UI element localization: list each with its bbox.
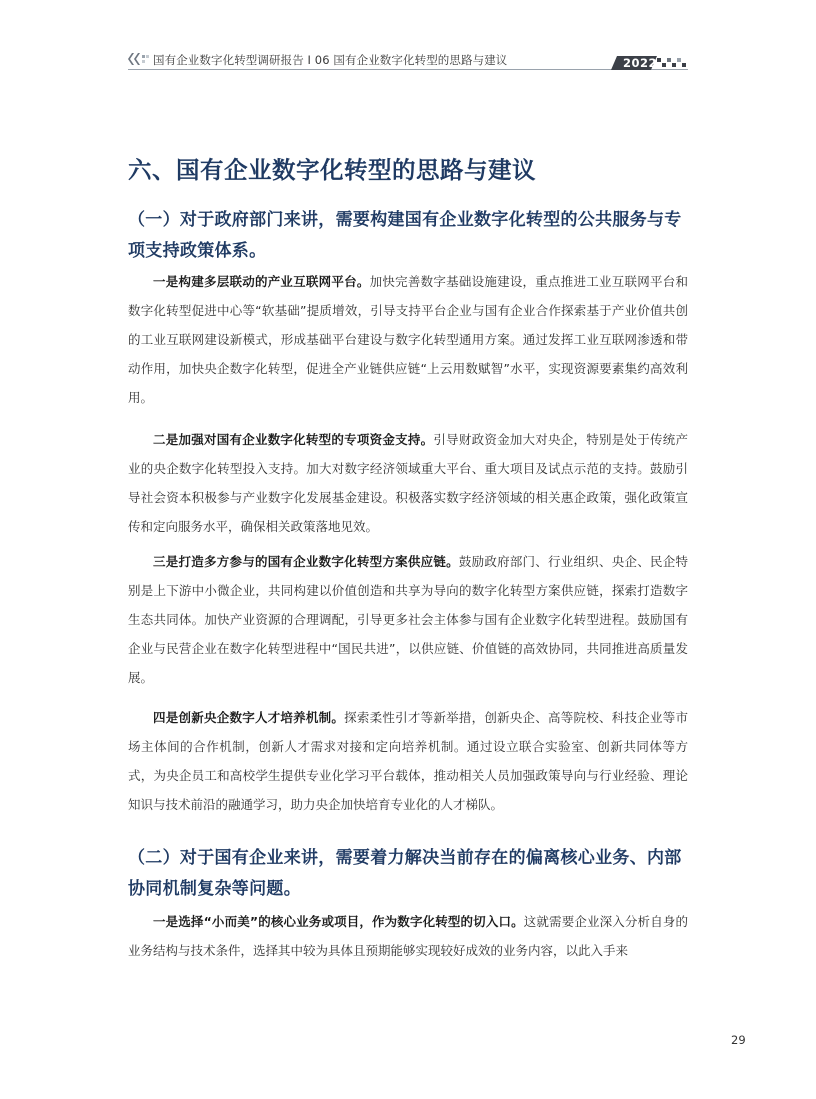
paragraph-lead: 四是创新央企数字人才培养机制。 — [153, 710, 345, 725]
paragraph-5 — [128, 907, 688, 965]
page-number: 29 — [731, 1033, 746, 1047]
paragraph-1 — [128, 267, 688, 412]
paragraph-text: 加快完善数字基础设施建设，重点推进工业互联网平台和数字化转型促进中心等“软基础”提质增效，引导支持平台企业与国有企业合作探索基于产业价值共创的工业互联网建设新模式，形成基础平台建设与数字化转型通用方案。通过发挥工业互联网渗透和带动作用，加快央企数字化转型，促进全产业链供应链“上云用数赋智”水平，实现资源要素集约高效利用。 — [128, 274, 688, 405]
year-label: 2022 — [623, 56, 658, 70]
paragraph-lead: 二是加强对国有企业数字化转型的专项资金支持。 — [153, 432, 434, 447]
paragraph-3 — [128, 547, 688, 692]
paragraph-text: 引导财政资金加大对央企，特别是处于传统产业的央企数字化转型投入支持。加大对数字经济领域重大平台、重大项目及试点示范的支持。鼓励引导社会资本积极参与产业数字化发展基金建设。积极落实数字经济领域的相关惠企政策，强化政策宣传和定向服务水平，确保相关政策落地见效。 — [128, 432, 688, 534]
subsection-title-2: （二）对于国有企业来讲，需要着力解决当前存在的偏离核心业务、内部协同机制复杂等问题。 — [128, 848, 682, 899]
subsection-title-1: （一）对于政府部门来讲，需要构建国有企业数字化转型的公共服务与专项支持政策体系。 — [128, 210, 682, 261]
year-badge — [611, 56, 689, 71]
chevron-logo-icon — [128, 51, 150, 67]
section-title: 六、国有企业数字化转型的思路与建议 — [128, 156, 536, 184]
page-header — [0, 0, 816, 80]
paragraph-text: 鼓励政府部门、行业组织、央企、民企特别是上下游中小微企业，共同构建以价值创造和共享为导向的数字化转型方案供应链，探索打造数字生态共同体。加快产业资源的合理调配，引导更多社会主体参与国有企业数字化转型进程。鼓励国有企业与民营企业在数字化转型进程中“国民共进”，以供应链、价值链的高效协同，共同推进高质量发展。 — [128, 554, 688, 685]
paragraph-2 — [128, 425, 688, 541]
header-breadcrumb: 国有企业数字化转型调研报告 I 06 国有企业数字化转型的思路与建议 — [153, 53, 508, 67]
paragraph-lead: 三是打造多方参与的国有企业数字化转型方案供应链。 — [153, 554, 459, 569]
header-divider — [128, 69, 688, 70]
paragraph-text: 这就需要企业深入分析自身的业务结构与技术条件，选择其中较为具体且预期能够实现较好成效的业务内容，以此入手来 — [128, 914, 688, 958]
paragraph-lead: 一是构建多层联动的产业互联网平台。 — [153, 274, 370, 289]
paragraph-text: 探索柔性引才等新举措，创新央企、高等院校、科技企业等市场主体间的合作机制，创新人才需求对接和定向培养机制。通过设立联合实验室、创新共同体等方式，为央企员工和高校学生提供专业化学习平台载体，推动相关人员加强政策导向与行业经验、理论知识与技术前沿的融通学习，助力央企加快培育专业化的人才梯队。 — [128, 710, 688, 812]
paragraph-lead: 一是选择“小而美”的核心业务或项目，作为数字化转型的切入口。 — [153, 914, 524, 929]
paragraph-4 — [128, 703, 688, 819]
